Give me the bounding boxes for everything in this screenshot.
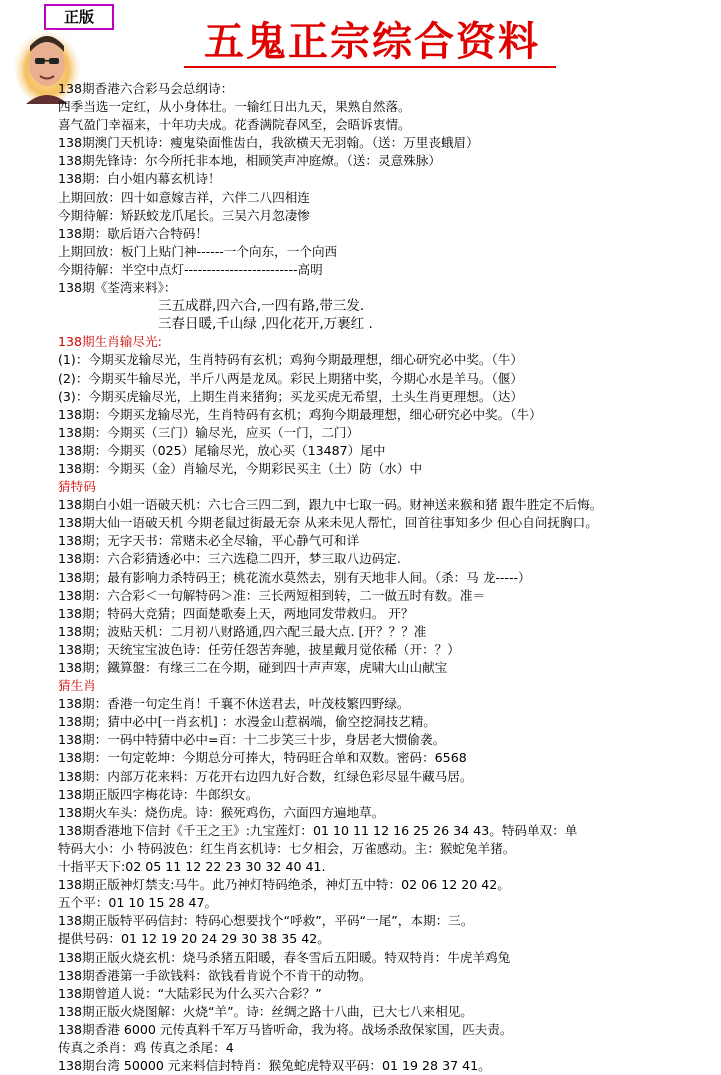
text-line: 138期；最有影响力杀特码王；桃花流水莫然去，别有天地非人间。（杀：马 龙-----） [58,569,531,585]
text-line: 138期：今期买（025）尾输尽光，放心买（13487）尾中 [58,442,386,458]
text-line: 四季当选一定红，从小身体壮。一输红日出九天，果熟自然落。 [58,99,411,115]
text-line: 138期：一码中特猜中必中=百：十二步笑三十步，身居老大惯偷袭。 [58,732,446,748]
text-line: 138期；猜中必中[一肖玄机] ：水漫金山惹祸端，偷空挖洞技艺精。 [58,714,436,730]
text-line: 三春日暖,千山绿 ,四化花开,万裹红 . [158,316,373,333]
text-line: 138期：香港一句定生肖！千襄不休送君去，叶茂枝繁四野绿。 [58,696,410,712]
text-line: 138期火车头：烧伤虎。诗：猴死鸡伤，六面四方遍地草。 [58,804,385,820]
text-line: 特码大小：小 特码波色：红生肖玄机诗：七夕相会，万雀感动。主：猴蛇兔羊猪。 [58,840,516,856]
text-line: (2)：今期买牛输尽光，半斤八两是龙凤。彩民上期猪中奖，今期心水是羊马。（偃） [58,370,523,386]
text-line: 138期；波贴天机：二月初八财路通,四六配三最大点. [开？？？准 [58,623,427,639]
text-line: 138期：内部万花来料：万花开右边四九好合数，红绿色彩尽显牛藏马居。 [58,768,473,784]
text-line: 138期香港第一手欲钱料：欲钱看肯说个不肯干的动物。 [58,967,372,983]
text-line: 138期香港 6000 元传真料千军万马皆听命，我为将。战场杀敌保家国，匹夫责。 [58,1021,513,1037]
text-line: 138期大仙一语破天机 今期老鼠过街最无奈 从来未见人帮忙，回首往事知多少 但心自问抚胸口。 [58,515,598,531]
text-line: 138期正版四字梅花诗：牛郎织女。 [58,786,259,802]
text-line: 138期：今期买（金）肖输尽光，今期彩民买主（土）防（水）中 [58,460,423,476]
text-line: 今期待解：半空中点灯-------------------------高明 [58,261,323,277]
text-line: (1)：今期买龙输尽光，生肖特码有玄机；鸡狗今期最理想，细心研究必中奖。（牛） [58,352,523,368]
text-line: 138期：六合彩＜一句解特码＞准：三长两短相到转，二一做五时有数。准＝ [58,587,486,603]
text-line: 今期待解：矫跃蛟龙爪尾长。三吴六月忽凄惨 [58,207,310,223]
text-line: 138期：六合彩猜透必中：三六选稳二四开，梦三取八边码定. [58,551,401,567]
authentic-badge: 正版 [44,4,114,30]
text-line: 138期：一句定乾坤：今期总分可捧大，特码旺合单和双数。密码：6568 [58,750,467,766]
page-title: 五鬼正宗综合资料 [204,18,540,65]
text-line: 138期；天统宝宝波色诗：任劳任怨苦奔驰，披星戴月觉依稀（开：？） [58,641,460,657]
text-line: 138期正版神灯禁支:马牛。此乃神灯特码绝杀，神灯五中特：02 06 12 20 42。 [58,877,510,893]
text-line: 138期香港六合彩马会总纲诗： [58,81,234,96]
text-line: 提供号码：01 12 19 20 24 29 30 38 35 42。 [58,931,330,947]
article-content [58,80,718,1075]
text-line: 138期先锋诗：尔今所托非本地，相顾笑声冲庭燎。（送：灵意殊脉） [58,153,441,169]
text-line: 138期正版火烧玄机：烧马杀猪五阳暖，春冬雪后五阳暖。特双特肖：牛虎羊鸡兔 [58,949,511,965]
text-line: 138期：白小姐内幕玄机诗！ [58,171,221,187]
text-line: (3)：今期买虎输尽光，上期生肖来猪狗；买龙买虎无希望，土头生肖更理想。（达） [58,388,523,404]
text-line: 138期正版火烧图解：火烧“羊”。诗：丝绸之路十八曲，已大七八来相见。 [58,1003,473,1019]
text-line: 138期：今期买龙输尽光，生肖特码有玄机；鸡狗今期最理想，细心研究必中奖。（牛） [58,406,542,422]
text-line: 138期：今期买（三门）输尽光，应买（一门，二门） [58,424,360,440]
text-line: 上期回放：板门上贴门神------一个向东，一个向西 [58,243,338,259]
text-line: 138期澳门天机诗：瘦鬼染面惟齿白，我欲横天无羽翰。（送：万里丧蛾眉） [58,135,479,151]
text-line: 三五成群,四六合,一四有路,带三发. [158,298,365,315]
section-heading: 猜生肖 [58,678,96,694]
text-line: 138期香港地下信封《千王之王》:九宝莲灯：01 10 11 12 16 25 26 34 43。特码单双：单 [58,822,578,838]
text-line: 五个平：01 10 15 28 47。 [58,895,218,911]
text-line: 上期回放：四十如意嫁吉祥，六伴二八四相连 [58,189,310,205]
text-line: 传真之杀肖：鸡 传真之杀尾：4 [58,1039,234,1055]
section-heading: 138期生肖输尽光: [58,334,162,350]
text-line: 喜气盈门幸福来，十年功夫成。花香满院春风至，会晤诉衷情。 [58,117,411,133]
section-heading: 猜特码 [58,479,96,495]
text-line: 138期；无字天书：常赌未必全尽输，平心静气可和详 [58,533,360,549]
text-line: 138期：歇后语六合特码！ [58,225,208,241]
text-line: 138期；特码大竞猜；四面楚歌奏上天，两地同发带救归。 开？ [58,605,414,621]
text-line: 138期白小姐一语破天机：六七合三四二到，跟九中七取一码。财神送来猴和猪 跟牛胜定不后悔。 [58,497,603,513]
text-line: 十指平天下:02 05 11 12 22 23 30 32 40 41. [58,859,326,875]
text-line: 138期正版特平码信封：特码心想要找个“呼救”，平码“一尾”，本期：三。 [58,913,474,929]
text-line: 138期；鐵算盤：有缘三二在今期，碰到四十声声寒，虎啸大山山献宝 [58,660,448,675]
text-line: 138期曾道人说：“大陆彩民为什么买六合彩？” [58,985,322,1001]
text-line: 138期《荃湾来料》： [58,280,177,296]
title-underline [184,66,556,68]
text-line: 138期台湾 50000 元来料信封特肖：猴兔蛇虎特双平码：01 19 28 37 41。 [58,1058,491,1074]
